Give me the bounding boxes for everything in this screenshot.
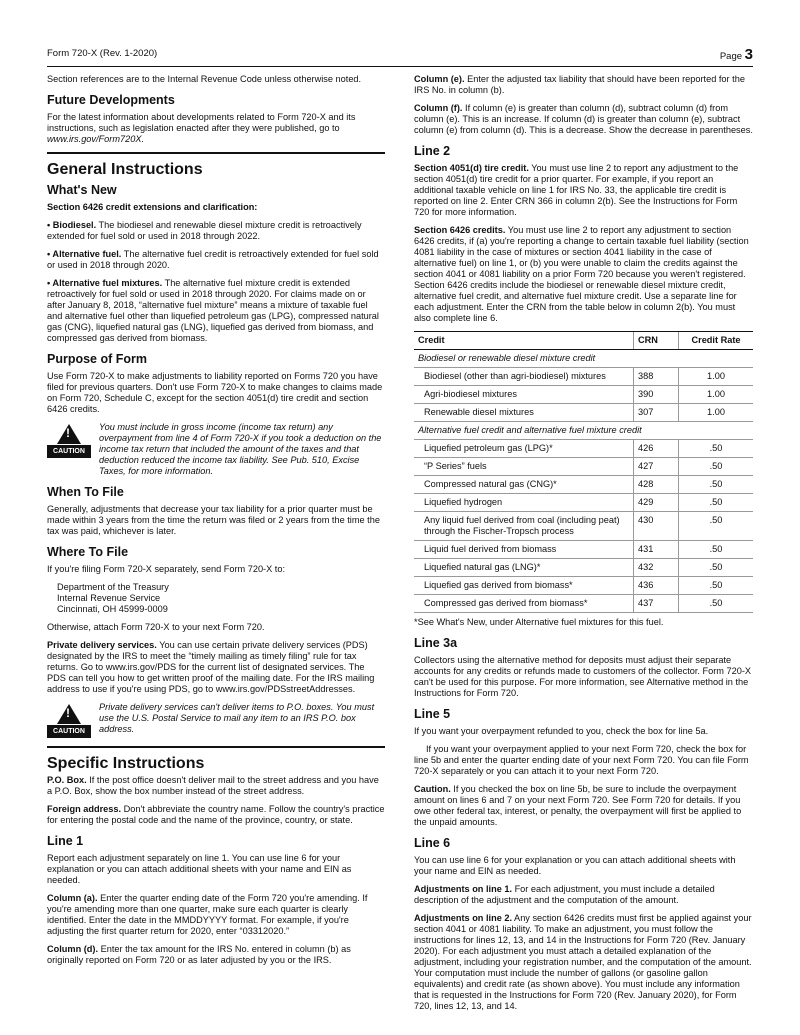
- section-rule: [47, 152, 385, 154]
- purpose-text: Use Form 720-X to make adjustments to liability reported on Forms 720 you have filed for previous quarters. Don't use Form 720-X to make changes to claims made on Form 720, Schedule C, except for the section 4051(d) tire credit and section 6426 credits.: [47, 371, 383, 414]
- tire-credit-text: Section 4051(d) tire credit. You must use line 2 to report any adjustment to the section 4051(d) tire credit for a prior quarter. For example, if you report an additional taxable vehicle on line 1 for IRS No. 33, the applicable tire credit is reported on line 2. Enter CRN 366 in column 2(b). See the Instructions for Form 720 for more information.: [414, 163, 739, 217]
- when-to-file-text: Generally, adjustments that decrease your tax liability for a prior quarter must be made within 3 years from the time the return was filed or 2 years from the time the tax was paid, whichever is later.: [47, 504, 380, 536]
- where-to-file-heading: Where To File: [47, 545, 129, 559]
- line1-text: Report each adjustment separately on line 1. You can use line 6 for your explanation or you can attach additional sheets with your name and EIN as needed.: [47, 853, 352, 885]
- table-row: Biodiesel (other than agri-biodiesel) mixtures 388 1.00: [414, 368, 753, 386]
- line5-caution: Caution. If you checked the box on line 5b, be sure to include the overpayment amount on lines 6 and 7 on your next Form 720. See Form 720 for details. If you owe other federal tax, interest, or penalty, the overpayment will first be applied to the unpaid amounts.: [414, 784, 742, 827]
- adjustments-line1: Adjustments on line 1. For each adjustment, you must include a detailed description of the adjustment and the computation of the amount.: [414, 884, 715, 905]
- bullet-biodiesel: • Biodiesel. The biodiesel and renewable diesel mixture credit is retroactively extended for fuel sold or used in 2018 through 2022.: [47, 220, 362, 241]
- right-column: [414, 74, 753, 1019]
- table-row: Agri-biodiesel mixtures 390 1.00: [414, 386, 753, 404]
- where-to-file-text: If you're filing Form 720-X separately, send Form 720-X to:: [47, 564, 286, 574]
- line1-heading: Line 1: [47, 834, 84, 848]
- purpose-heading: Purpose of Form: [47, 352, 148, 366]
- foreign-address-text: Foreign address. Don't abbreviate the country name. Follow the country's practice for entering the postal code and the name of the province, country, or state.: [47, 804, 385, 825]
- mailing-address: Department of the Treasury Internal Revenue Service Cincinnati, OH 45999-0009: [57, 582, 169, 614]
- po-box-text: P.O. Box. If the post office doesn't deliver mail to the street address and you have a P.O. Box, show the box number instead of the street address.: [47, 775, 379, 796]
- page-header: [47, 46, 753, 67]
- page-number: Page 3: [719, 46, 753, 63]
- irs-link[interactable]: www.irs.gov/Form720X.: [47, 134, 145, 144]
- table-category-row: Alternative fuel credit and alternative fuel mixture credit: [414, 422, 753, 440]
- line3a-text: Collectors using the alternative method for deposits must adjust their separate accounts for any credits or refunds made to customers of the collector. Form 720-X can't be used for this purpose. For more information, see Alternative method in the Instructions for Form 720.: [414, 655, 752, 698]
- whats-new-subheading: Section 6426 credit extensions and clarification:: [47, 202, 258, 212]
- bullet-alternative-fuel: • Alternative fuel. The alternative fuel credit is retroactively extended for fuel sold or used in 2018 through 2020.: [47, 249, 379, 270]
- line5-heading: Line 5: [414, 707, 451, 721]
- table-row: Liquefied petroleum gas (LPG)* 426 .50: [414, 440, 753, 458]
- table-category-row: Biodiesel or renewable diesel mixture credit: [414, 350, 753, 368]
- table-row: Compressed gas derived from biomass* 437 .50: [414, 595, 753, 613]
- caution-icon: ! CAUTION: [47, 702, 91, 738]
- table-row: Renewable diesel mixtures 307 1.00: [414, 404, 753, 422]
- future-developments-heading: Future Developments: [47, 93, 175, 107]
- when-to-file-heading: When To File: [47, 485, 124, 499]
- column-d-text: Column (d). Enter the tax amount for the IRS No. entered in column (b) as originally reported on Form 720 or as later adjusted by you or the IRS.: [47, 944, 351, 965]
- future-developments-text: For the latest information about developments related to Form 720-X and its instructions, such as legislation enacted after they were published, go to www.irs.gov/Form720X.: [47, 112, 356, 144]
- table-row: Liquefied gas derived from biomass* 436 .50: [414, 577, 753, 595]
- table-header-row: [414, 332, 753, 350]
- general-instructions-heading: General Instructions: [47, 161, 203, 178]
- line5-text-1: If you want your overpayment refunded to you, check the box for line 5a.: [414, 726, 709, 736]
- specific-instructions-heading: Specific Instructions: [47, 755, 205, 772]
- table-row: Compressed natural gas (CNG)* 428 .50: [414, 476, 753, 494]
- table-note: *See What's New, under Alternative fuel mixtures for this fuel.: [414, 617, 664, 627]
- line6-heading: Line 6: [414, 836, 451, 850]
- table-row: “P Series” fuels 427 .50: [414, 458, 753, 476]
- header-credit: Credit: [414, 332, 634, 350]
- credit-table: [414, 331, 753, 613]
- whats-new-heading: What's New: [47, 183, 117, 197]
- left-column: [47, 74, 385, 973]
- table-row: Liquefied natural gas (LNG)* 432 .50: [414, 559, 753, 577]
- otherwise-text: Otherwise, attach Form 720-X to your next Form 720.: [47, 622, 265, 632]
- bullet-alternative-fuel-mixtures: • Alternative fuel mixtures. The alternative fuel mixture credit is extended retroactively for fuel sold or used in 2018 through 2020. For claims made on or after January 8, 2018, “alternative fuel mixture” means a mixture of taxable fuel and alternative fuel other than liquefied petroleum gas (LPG), compressed natural gas (CNG), liquefied natural gas (LNG), liquefied gas derived from biomass, and compressed gas derived from biomass.: [47, 278, 379, 343]
- table-row: Liquefied hydrogen 429 .50: [414, 494, 753, 512]
- caution-icon: ! CAUTION: [47, 422, 91, 477]
- pds-text: Private delivery services. You can use certain private delivery services (PDS) designated by the IRS to meet the “timely mailing as timely filing” rule for tax returns. Go to www.irs.gov/PDS for the current list of designated services. The PDS can tell you how to get written proof of the mailing date. For the IRS mailing address to use if you're using PDS, go to www.irs.gov/PDSstreetAddresses.: [47, 640, 375, 694]
- line3a-heading: Line 3a: [414, 636, 458, 650]
- form-id: Form 720-X (Rev. 1-2020): [47, 48, 158, 59]
- caution-text: Private delivery services can't deliver items to P.O. boxes. You must use the U.S. Postal Service to mail any item to an IRS P.O. box address.: [99, 702, 375, 734]
- caution-box: [47, 422, 385, 477]
- table-row: Any liquid fuel derived from coal (including peat) through the Fischer-Tropsch process 430 .50: [414, 512, 753, 541]
- column-e-text: Column (e). Enter the adjusted tax liability that should have been reported for the IRS No. in column (b).: [414, 74, 745, 95]
- section-rule: [47, 746, 385, 748]
- line6-text: You can use line 6 for your explanation or you can attach additional sheets with your name and EIN as needed.: [414, 855, 736, 876]
- column-f-text: Column (f). If column (e) is greater than column (d), subtract column (d) from column (e). This is an increase. If column (d) is greater than column (e), subtract column (e) from column (d). This is a decrease. Show the decrease in parentheses.: [414, 103, 753, 135]
- line5-text-2: If you want your overpayment applied to your next Form 720, check the box for line 5b and enter the quarter ending date of your next Form 720. You can file Form 720-X separately or you can attach it to your next Form 720.: [414, 744, 749, 776]
- header-credit-rate: Credit Rate: [679, 332, 754, 350]
- section-6426-text: Section 6426 credits. You must use line 2 to report any adjustment to section 6426 credits, if (a) you're reporting a change to certain taxable fuel liability (section 4081 liability in the case of mixtures or section 4041 liability in the case of alternative fuel) on line 1, or (b) you were unable to claim the credits against the section 4041 or 4081 liability on a prior Form 720 because you weren't registered. Section 6426 credits include the biodiesel or renewable diesel mixture credit, alternative fuel credit, and alternative fuel mixture credit. Use a separate line for each adjustment. Enter the CRN from the table below in column 2(b). You must also complete line 6.: [414, 225, 749, 323]
- caution-text: You must include in gross income (income tax return) any overpayment from line 4 of Form 720-X if you took a deduction on the income tax return that included the amount of the taxes and that deduction reduced the income tax liability. See Pub. 510, Excise Taxes, for more information.: [99, 422, 382, 476]
- intro-text: Section references are to the Internal Revenue Code unless otherwise noted.: [47, 74, 362, 84]
- line2-heading: Line 2: [414, 144, 451, 158]
- table-row: Liquid fuel derived from biomass 431 .50: [414, 541, 753, 559]
- column-a-text: Column (a). Enter the quarter ending date of the Form 720 you're amending. If you're amending more than one quarter, make sure each quarter is clearly identified. Enter the date in the MMDDYYYY format. For example, if you're adjusting the first quarter return for 2020, enter “03312020.”: [47, 893, 368, 936]
- caution-box-pds: [47, 702, 385, 738]
- adjustments-line2: Adjustments on line 2. Any section 6426 credits must first be applied against your section 4041 or 4081 liability. To make an adjustment, you must follow the instructions for lines 12, 13, and 14 in the Instructions for Form 720 (Rev. January 2020). For each adjustment you must attach a detailed explanation of the adjustment, including your registration number, and the computation of the amount. Your computation must include the number of gallons (or gasoline gallon equivalents) and credit rate (as shown above). You must include any information that is requested in the Instructions for Form 720 (Rev. January 2020), for Form 720, lines 12, 13, and 14.: [414, 913, 752, 1011]
- header-crn: CRN: [634, 332, 679, 350]
